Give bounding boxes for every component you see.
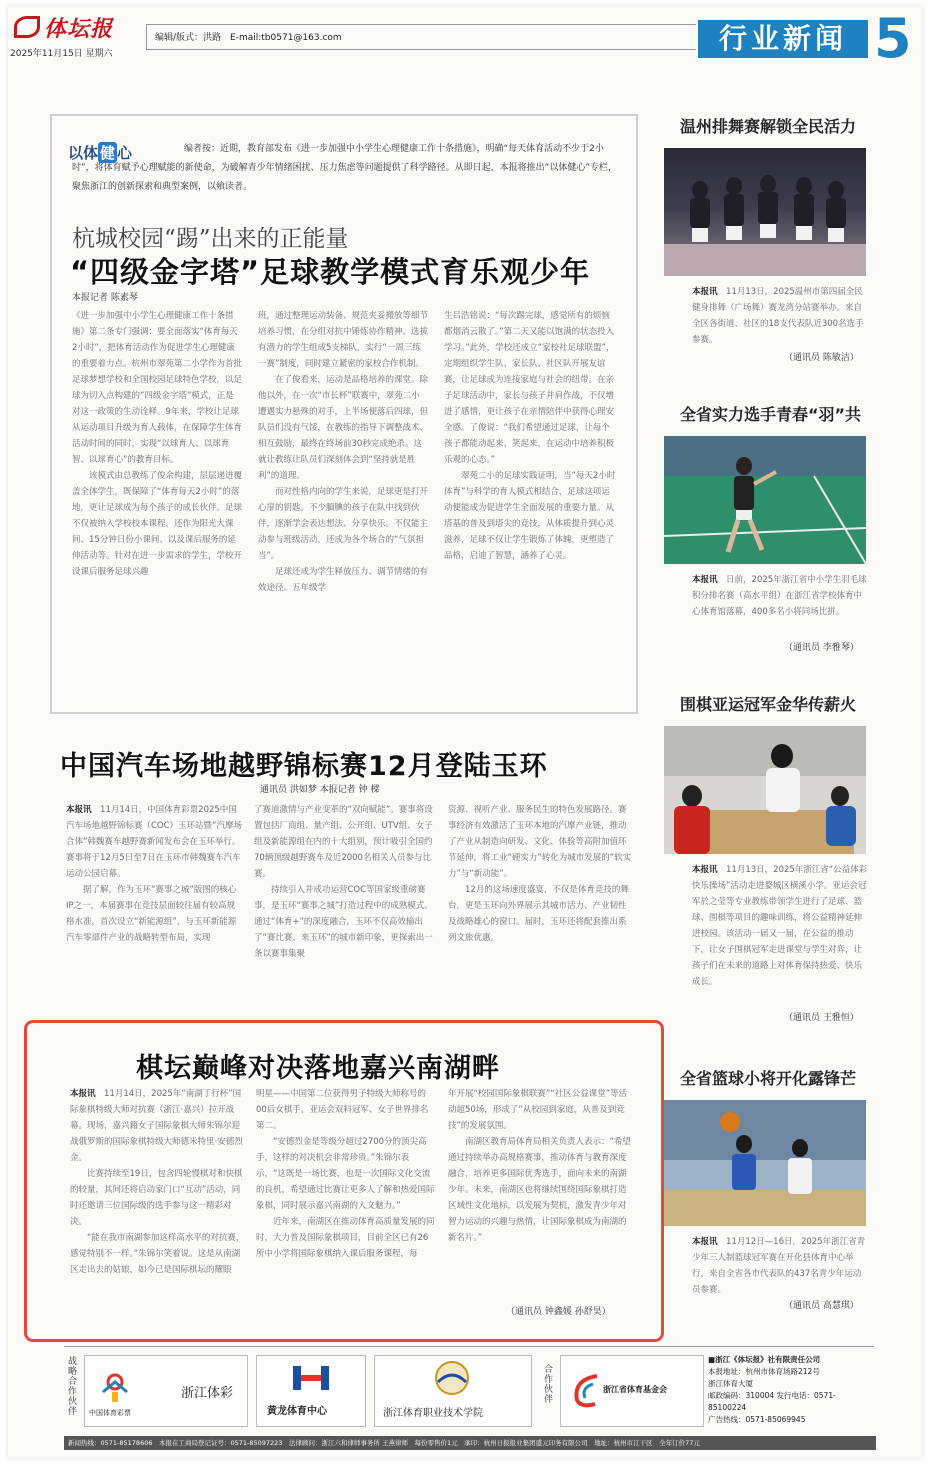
sponsor-foundation	[560, 1355, 704, 1427]
sponsor-huanglong	[256, 1355, 366, 1427]
article3-headline: 棋坛巅峰对决落地嘉兴南湖畔	[136, 1053, 500, 1084]
side3-headline: 围棋亚运冠军金华传薪火	[680, 695, 857, 714]
side2-credit: （通讯员 李雅琴）	[784, 643, 859, 653]
publisher-line: 广告热线：0571-85069945	[708, 1415, 806, 1424]
side2-headline: 全省实力选手青春“羽”共	[680, 405, 862, 424]
huanglong-logo-icon	[291, 1362, 331, 1394]
side4-photo	[664, 1100, 866, 1226]
side4-credit: （通讯员 高慧琪）	[784, 1301, 859, 1311]
column-badge-highlight: 健	[100, 144, 116, 162]
feature-byline: 本报记者 陈素琴	[72, 293, 138, 303]
article3-column-1: 本报讯 11月14日，2025年“南湖丁行杯”国际象棋特级大师对抗赛（浙江·嘉兴）拉开战幕。现场，嘉兴籍女子国际象棋大师朱锦尔迎战俄罗斯的国际象棋特级大师德米特里·安德烈金。 比赛持续至19日，包含四轮慢棋对和快棋的较量，其间还将启动家门口“互动”活动，同时还邀请三位国际级的选手参与这一精彩对决。 “能在我市南湖参加这样高水平的对抗赛，感觉特别不一样。”朱锦尔笑着说。这是从南湖区走出去的姑娘，如今已是国际棋坛的耀眼	[70, 1089, 245, 1275]
side3-photo	[664, 726, 866, 854]
partners-vertical-label: 战略合作伙伴	[68, 1357, 78, 1417]
side3-credit: （通讯员 王雅恒）	[784, 1013, 859, 1023]
side4-headline: 全省篮球小将开化露锋芒	[680, 1069, 857, 1088]
logo-text: 体坛报	[44, 16, 114, 42]
foundation-logo-icon	[567, 1370, 601, 1410]
basketball-players-photo	[664, 1100, 866, 1226]
article2-headline: 中国汽车场地越野锦标赛12月登陆玉环	[60, 751, 548, 782]
publisher-info	[708, 1354, 868, 1426]
publisher-line: 本报地址：杭州市体育场路212号	[708, 1367, 820, 1376]
article2-byline: 通讯员 洪如梦 本报记者 钟 樑	[260, 785, 380, 795]
dance-performers-photo	[664, 148, 866, 276]
publisher-line: ■浙江《体坛报》社有限责任公司	[708, 1355, 821, 1364]
column-badge: 以体 健 心	[68, 144, 133, 162]
article2-column-3: 资源、视听产业、服务民生的特色发展路径。赛事经济有效激活了玉环本地的汽摩产业链，推动了产业从制造向研发、文化、体验等高附加值环节延伸，将工业“硬实力”转化为城市发展的“软实力”与“新动能”。 12月的这场速度盛宴，不仅是体育竞技的舞台，更是玉环向外界展示其城市活力、产业韧性及战略雄心的窗口。届时，玉环还将配套推出系列文旅优惠。	[448, 805, 632, 943]
newspaper-page	[8, 6, 922, 1458]
feature-subtitle: 杭城校园“踢”出来的正能量	[72, 226, 349, 252]
publisher-line: 浙江体育大厦	[708, 1379, 753, 1388]
go-lesson-photo	[664, 726, 866, 854]
cooperation-vertical-label: 合作伙伴	[544, 1365, 554, 1405]
logo-icon	[14, 16, 40, 38]
sponsor-vocational-college	[374, 1355, 532, 1427]
section-title: 行业新闻	[698, 20, 868, 58]
publisher-line: 邮政编码：310004 发行电话：0571-85100224	[708, 1391, 836, 1412]
feature-headline: “四级金字塔”足球教学模式育乐观少年	[70, 255, 591, 289]
article3-credit: （通讯员 钟鑫媛 孙舒昊）	[506, 1307, 611, 1317]
lottery-sub-label: 中国体育彩票	[89, 1409, 131, 1417]
article2-column-2: 了赛道激情与产业变革的“双向赋能”。赛事将设置包括厂商组、量产组、公开组、UTV组、女子组及新能源组在内的十大组别，预计吸引全国约70辆顶级越野赛车及近2000名相关人员参与比赛。 持续引入并成功运营COC等国家级重磅赛事，是玉环“赛事之城”打造过程中的成熟模式。通过“体育+”的深度融合，玉环不仅高效输出了“赛比赛、来玉环”的城市新印象，更探索出一条以赛事集聚	[254, 805, 433, 959]
lottery-logo-icon	[95, 1366, 135, 1406]
college-emblem-icon	[429, 1360, 475, 1396]
side3-text: 本报讯 11月13日，2025年浙江省“公益体彩 快乐操场”活动走进婺城区横溪小学。亚运会冠军於之莹等专业教练带领学生进行了足球、篮球、围棋等项目的趣味训练，将公益精神延伸进校园。该活动一届又一届，在公益的推动下，让女子围棋冠军走进课堂与学生对弈，让孩子们在未来的道路上对体育保持热爱、快乐成长。	[692, 865, 868, 987]
article3-column-3: 年开展“校园国际象棋联赛”“社区公益课堂”等活动超50场，形成了“从校园到家庭，从普及到竞技”的发展氛围。 南湖区教育局体育局相关负责人表示：“希望通过持续举办高规格赛事，推动体育与教育深度融合，培养更多国际优秀选手，面向未来的南湖少年。未来，南湖区也将继续围绕国际象棋打造区域性文化地标，以发展为契机，激发青少年对智力运动的兴趣与热情，让国际象棋成为南湖的新名片。”	[448, 1089, 631, 1243]
article3-column-2: 明星——中国第二位获得男子特级大师称号的00后女棋手，亚运会双料冠军、女子世界排名第二。 “安德烈金是等级分超过2700分的顶尖高手，这样的对决机会非常珍贵。”朱锦尔表示，“这既是一场比赛，也是一次国际文化交流的良机，希望通过比赛让更多人了解和热爱国际象棋，同时展示嘉兴南湖的人文魅力。” 近年来，南湖区在推动体育高质量发展的同时，大力普及国际象棋项目，目前全区已有26所中小学将国际象棋纳入课后服务课程，每	[256, 1089, 435, 1259]
college-name: 浙江体育职业技术学院	[383, 1408, 483, 1419]
side1-photo	[664, 148, 866, 276]
side2-text: 本报讯 日前，2025年浙江省中小学生羽毛球积分排名赛（高水平组）在浙江省学校体育中心体育馆落幕，400多名小将同场比拼。	[692, 575, 867, 617]
sponsor-lottery	[84, 1355, 248, 1427]
issue-date: 2025年11月15日 星期六	[10, 49, 113, 59]
side1-text: 本报讯 11月13日，2025温州市第四届全民健身排舞（广场舞）赛龙湾分站赛举办。来自全区各街道、社区的18支代表队近300名选手参赛。	[692, 287, 864, 345]
feature-article	[50, 114, 638, 714]
editor-note: 编者按：近期，教育部发布《进一步加强中小学生心理健康工作十条措施》，明确“每天体育活动不少于2小时”，将体育赋予心理赋能的新使命，为破解青少年情绪困扰、压力焦虑等问题提供了科学路径。从即日起，本报将推出“以体健心”专栏，聚焦浙江的创新探索和典型案例，以飨读者。	[72, 144, 617, 192]
huanglong-name: 黄龙体育中心	[267, 1406, 327, 1417]
article2-column-1: 本报讯 11月14日，中国体育彩票2025中国汽车场地越野锦标赛（COC）玉环站暨“汽摩场合体”韩魏赛车越野赛新闻发布会在玉环举行。赛事将于12月5日至7日在玉环市韩魏赛车汽车运动公园启幕。 据了解，作为玉环“赛事之城”版图的核心IP之一，本届赛事在竞技层面较往届有较高规格水准，首次设立“新能源组”，与玉环新能源汽车零部件产业的战略转型布局，实现	[66, 805, 242, 943]
foundation-name: 浙江省体育基金会	[603, 1385, 667, 1394]
lottery-name: 浙江体彩	[181, 1386, 234, 1401]
feature-column-3: 生吕浩铭说：“每次踢完球，感觉所有的烦恼都烟消云散了。”第二天又能以饱满的状态投入学习。”此外，学校还成立“家校社足球联盟”，定期组织学生队、家长队、社区队开展友谊赛，让足球成为连接家庭与社会的纽带。在亲子足球活动中，家长与孩子并肩作战，不仅增进了感情，更让孩子在亲情陪伴中获得心理安全感。了俊说：“我们希望通过足球，让每个孩子都能动起来、笑起来，在运动中培养积极乐观的心态。” 翠苑二小的足球实践证明，当“每天2小时体育”与科学的育人模式相结合，足球这项运动便能成为促进学生全面发展的重要力量。从塔基的普及到塔尖的竞技，从体质提升到心灵滋养，足球不仅让学生锻炼了体魄，更塑造了品格，启迪了智慧，涵养了心灵。	[444, 311, 616, 561]
side1-headline: 温州排舞赛解锁全民活力	[680, 117, 857, 136]
feature-column-2: 班，通过整理运动装备、规范夹妥搬放等细节培养习惯，在分组对抗中锤炼协作精神。选拔有潜力的学生组成5支梯队，实行“一周三练一赛”制度，同时建立紧密的家校合作机制。 在了俊看来，运动是品格培养的课堂。除他以外，在一次“市长杯”联赛中，翠苑二小遭遇实力悬殊的对手，上半场便落后四球，但队员们没有气馁，在教练的指导下调整战术、相互鼓励，最终在终场前30秒完成绝杀。这就让教练让队员们深刻体会到“坚持就是胜利”的道理。 而对性格内向的学生来说，足球更是打开心扉的钥匙。不少腼腆的孩子在队中找到伙伴，逐渐学会表达想法、分享快乐。不仅能主动参与班级活动，还成为各个场合的“气氛担当”。 足球还成为学生释放压力、调节情绪的有效途径。五年级学	[258, 311, 428, 593]
badminton-player-photo	[664, 436, 866, 564]
masthead	[8, 6, 922, 68]
newspaper-logo	[14, 12, 113, 43]
page-number: 5	[874, 7, 912, 70]
footer-info-strip: 新闻热线：0571-85178606 本报在工商局登记证号：0571-85097223 法律顾问：浙江六和律师事务所 王燕律师 每份零售价1元 承印：杭州日报报业集团盛元印务有限公司 地址：杭州市江干区 全年订价77元	[64, 1436, 876, 1450]
editor-line: 编辑/版式：洪路 E-mail:tb0571@163.com	[146, 24, 696, 50]
feature-column-1: 《进一步加强中小学生心理健康工作十条措施》第二条专门强调：要全面落实“体育每天2小时”，把体育活动作为促进学生心理健康的重要着力点。杭州市翠苑第二小学作为首批足球梦想学校和全国校园足球特色学校，以足球为切入点构建的“四级金字塔”模式，正是对这一政策的生动诠释。9年来，学校让足球从运动项目升级为育人载体，在保障学生体育活动时间的同时，实现“以球育人、以球育智、以球育心”的教育目标。 该模式由总教练了俊余构建，层层递进覆盖全体学生，既保障了“体育每天2小时”的落地，更让足球成为每个孩子的成长伙伴。足球不仅被纳入学校校本课程，还作为阳光大课间、15分钟日份小课间、以及课后服务的延伸活动等。针对在进一步需求的学生，学校开设课后服务足球兴趣	[72, 311, 242, 577]
side4-text: 本报讯 11月12日—16日，2025年浙江省青少年三人制篮球冠军赛在开化县体育中心举行，来自全省各市代表队的437名青少年运动员参赛。	[692, 1237, 866, 1295]
side2-photo	[664, 436, 866, 564]
side1-credit: （通讯员 陈敏洁）	[784, 353, 859, 363]
